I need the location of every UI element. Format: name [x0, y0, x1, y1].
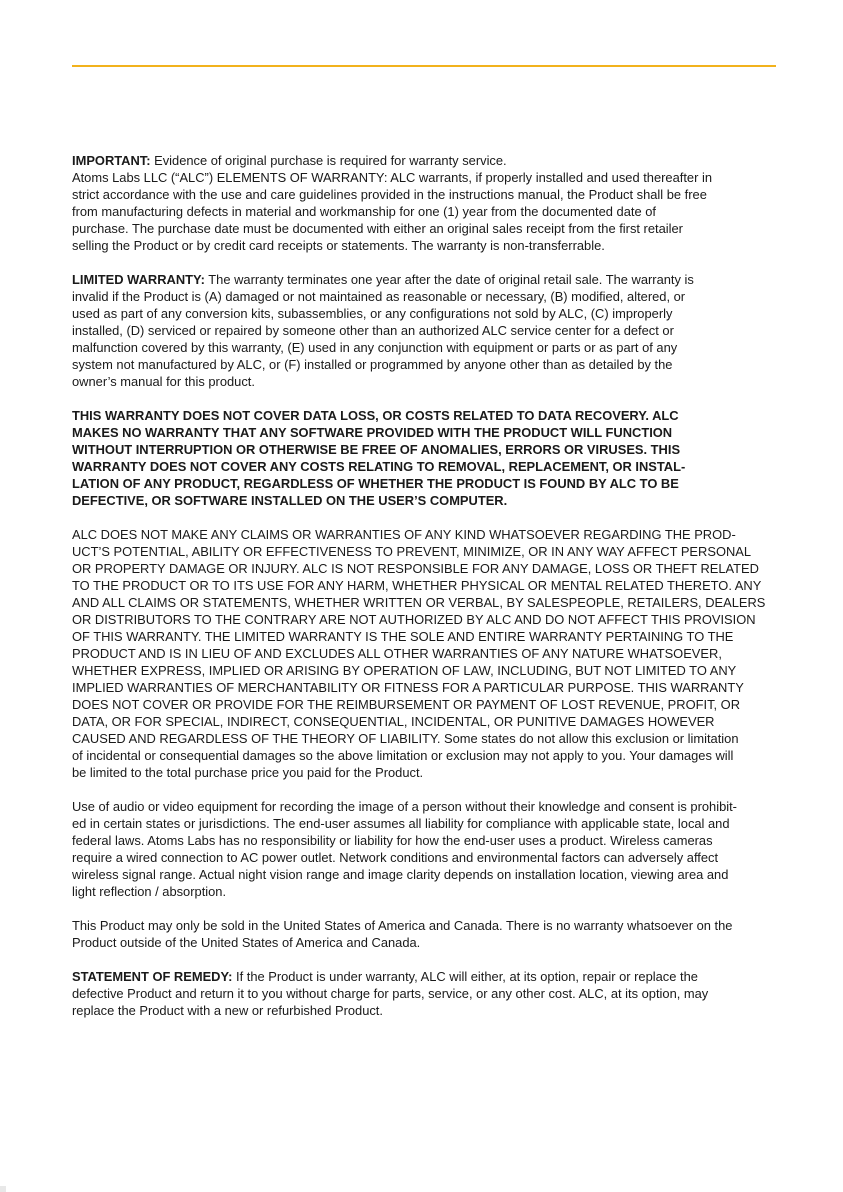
important-paragraph: [72, 152, 784, 254]
limited-warranty-heading: LIMITED WARRANTY:: [72, 272, 205, 287]
limited-warranty-line: malfunction covered by this warranty, (E) used in any conjunction with equipment or parts or as part of any: [72, 340, 678, 355]
disclaimer-line: TO THE PRODUCT OR TO ITS USE FOR ANY HARM, WHETHER PHYSICAL OR MENTAL RELATED THERETO. ANY: [72, 578, 762, 593]
disclaimer-line: UCT’S POTENTIAL, ABILITY OR EFFECTIVENESS TO PREVENT, MINIMIZE, OR IN ANY WAY AFFECT PERSONAL: [72, 544, 752, 559]
recording-notice-paragraph: [72, 798, 784, 900]
limited-warranty-line: owner’s manual for this product.: [72, 374, 255, 389]
disclaimer-line: OR DISTRIBUTORS TO THE CONTRARY ARE NOT AUTHORIZED BY ALC AND DO NOT AFFECT THIS PROVISION: [72, 612, 756, 627]
warranty-text-body: [72, 152, 784, 1036]
disclaimer-line: WHETHER EXPRESS, IMPLIED OR ARISING BY OPERATION OF LAW, INCLUDING, BUT NOT LIMITED TO ANY: [72, 663, 737, 678]
recording-line: light reflection / absorption.: [72, 884, 227, 899]
disclaimer-line: DOES NOT COVER OR PROVIDE FOR THE REIMBURSEMENT OR PAYMENT OF LOST REVENUE, PROFIT, OR: [72, 697, 741, 712]
remedy-heading: STATEMENT OF REMEDY:: [72, 969, 233, 984]
remedy-line: replace the Product with a new or refurbished Product.: [72, 1003, 383, 1018]
limited-warranty-line-1: LIMITED WARRANTY: The warranty terminates one year after the date of original retail sale. The warranty is: [72, 272, 694, 287]
limited-warranty-line: used as part of any conversion kits, subassemblies, or any configurations not sold by ALC, (C) improperly: [72, 306, 673, 321]
disclaimer-line: PRODUCT AND IS IN LIEU OF AND EXCLUDES ALL OTHER WARRANTIES OF ANY NATURE WHATSOEVER,: [72, 646, 722, 661]
recording-line: require a wired connection to AC power outlet. Network conditions and environmental factors can adversely affect: [72, 850, 719, 865]
important-line: purchase. The purchase date must be documented with either an original sales receipt from the first retailer: [72, 221, 683, 236]
disclaimer-line: of incidental or consequential damages so the above limitation or exclusion may not apply to you. Your damages will: [72, 748, 734, 763]
exclusion-line: MAKES NO WARRANTY THAT ANY SOFTWARE PROVIDED WITH THE PRODUCT WILL FUNCTION: [72, 425, 673, 440]
recording-line: ed in certain states or jurisdictions. The end-user assumes all liability for compliance with applicable state, local and: [72, 816, 730, 831]
exclusion-line: WITHOUT INTERRUPTION OR OTHERWISE BE FREE OF ANOMALIES, ERRORS OR VIRUSES. THIS: [72, 442, 681, 457]
exclusion-line: LATION OF ANY PRODUCT, REGARDLESS OF WHETHER THE PRODUCT IS FOUND BY ALC TO BE: [72, 476, 679, 491]
disclaimer-line: be limited to the total purchase price you paid for the Product.: [72, 765, 424, 780]
statement-of-remedy-paragraph: [72, 968, 784, 1019]
important-line: Atoms Labs LLC (“ALC”) ELEMENTS OF WARRANTY: ALC warrants, if properly installed and used thereafter in: [72, 170, 712, 185]
limited-warranty-line: installed, (D) serviced or repaired by someone other than an authorized ALC service center for a defect or: [72, 323, 674, 338]
page-corner-mark: [0, 1186, 6, 1192]
disclaimer-line: DATA, OR FOR SPECIAL, INDIRECT, CONSEQUENTIAL, INCIDENTAL, OR PUNITIVE DAMAGES HOWEVER: [72, 714, 715, 729]
important-line: selling the Product or by credit card receipts or statements. The warranty is non-transferrable.: [72, 238, 605, 253]
exclusion-line: THIS WARRANTY DOES NOT COVER DATA LOSS, OR COSTS RELATED TO DATA RECOVERY. ALC: [72, 408, 679, 423]
important-heading: IMPORTANT:: [72, 153, 151, 168]
recording-line: federal laws. Atoms Labs has no responsibility or liability for how the end-user uses a product. Wireless cameras: [72, 833, 713, 848]
exclusion-line: DEFECTIVE, OR SOFTWARE INSTALLED ON THE USER’S COMPUTER.: [72, 493, 508, 508]
limited-warranty-line: system not manufactured by ALC, or (F) installed or programmed by anyone other than as detailed by the: [72, 357, 673, 372]
important-line: strict accordance with the use and care guidelines provided in the instructions manual, the Product shall be free: [72, 187, 707, 202]
territory-line: This Product may only be sold in the United States of America and Canada. There is no warranty whatsoever on the: [72, 918, 733, 933]
remedy-line-1: STATEMENT OF REMEDY: If the Product is under warranty, ALC will either, at its option, repair or replace the: [72, 969, 698, 984]
header-accent-rule: [72, 65, 776, 67]
disclaimer-line: AND ALL CLAIMS OR STATEMENTS, WHETHER WRITTEN OR VERBAL, BY SALESPEOPLE, RETAILERS, DEALERS: [72, 595, 766, 610]
important-line-1: IMPORTANT: Evidence of original purchase is required for warranty service.: [72, 153, 507, 168]
recording-line: Use of audio or video equipment for recording the image of a person without their knowledge and consent is prohibit-: [72, 799, 737, 814]
territory-line: Product outside of the United States of America and Canada.: [72, 935, 421, 950]
recording-line: wireless signal range. Actual night vision range and image clarity depends on installation location, viewing area and: [72, 867, 729, 882]
disclaimer-line: OF THIS WARRANTY. THE LIMITED WARRANTY IS THE SOLE AND ENTIRE WARRANTY PERTAINING TO THE: [72, 629, 734, 644]
limited-warranty-line: invalid if the Product is (A) damaged or not maintained as reasonable or necessary, (B) modified, altered, or: [72, 289, 686, 304]
limited-warranty-paragraph: [72, 271, 784, 390]
disclaimer-paragraph: [72, 526, 784, 781]
remedy-line: defective Product and return it to you without charge for parts, service, or any other cost. ALC, at its option, may: [72, 986, 709, 1001]
territory-paragraph: [72, 917, 784, 951]
exclusion-line: WARRANTY DOES NOT COVER ANY COSTS RELATING TO REMOVAL, REPLACEMENT, OR INSTAL-: [72, 459, 686, 474]
important-line: from manufacturing defects in material and workmanship for one (1) year from the documented date of: [72, 204, 656, 219]
disclaimer-line: CAUSED AND REGARDLESS OF THE THEORY OF LIABILITY. Some states do not allow this exclusion or limitation: [72, 731, 739, 746]
disclaimer-line: OR PROPERTY DAMAGE OR INJURY. ALC IS NOT RESPONSIBLE FOR ANY DAMAGE, LOSS OR THEFT RELATED: [72, 561, 759, 576]
disclaimer-line: ALC DOES NOT MAKE ANY CLAIMS OR WARRANTIES OF ANY KIND WHATSOEVER REGARDING THE PROD-: [72, 527, 736, 542]
disclaimer-line: IMPLIED WARRANTIES OF MERCHANTABILITY OR FITNESS FOR A PARTICULAR PURPOSE. THIS WARRANTY: [72, 680, 744, 695]
data-loss-exclusion-paragraph: [72, 407, 784, 509]
